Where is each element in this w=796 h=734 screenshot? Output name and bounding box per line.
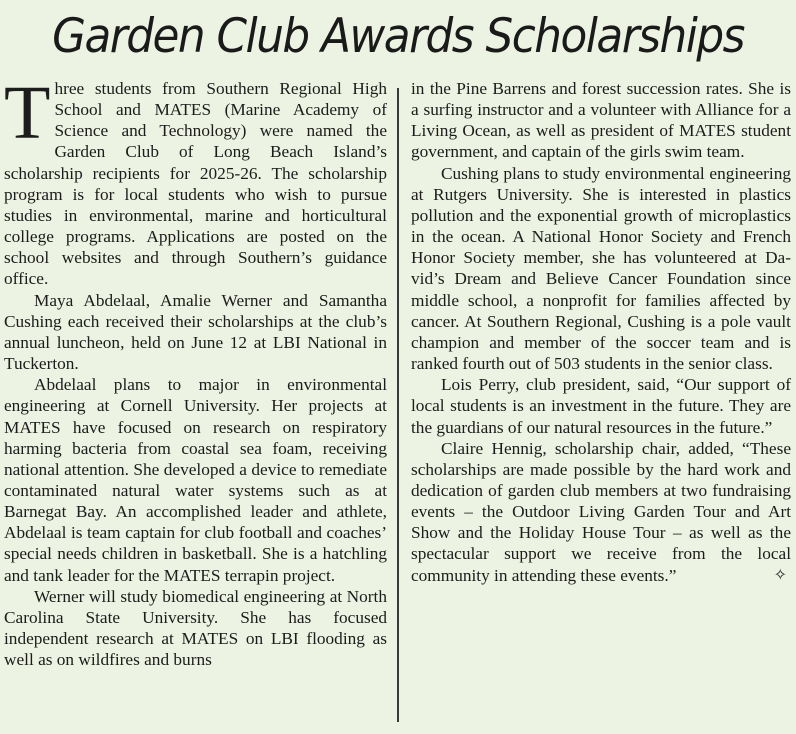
intro-text: hree students from Southern Regional High School and MATES (Marine Academy of Science and Technology) were named the Garden Club of Long Beach Island’s scholarship recipients for 2025-26. The scholarship program is for local students who wish to pursue studies in environmental, marine and horticultural college programs. Applications are posted on the school websites and through Southern’s guidance office. — [4, 79, 387, 289]
cushing-paragraph: Cushing plans to study environmental engineering at Rutgers University. She is interested in plastics pollution and the exponential growth of microplastics in the ocean. A National Honor Society and French Honor Society member, she has volunteered at David’s Dream and Believe Cancer Foundation since middle school, a nonprofit for families affected by cancer. At Southern Regional, Cushing is a pole vault champion and member of the soccer team and is ranked fourth out of 503 students in the senior class. — [411, 163, 791, 374]
abdelaal-paragraph: Abdelaal plans to major in environmental engineering at Cornell University. Her projects at MATES have focused on research on respiratory harming bacteria from coastal sea foam, receiving national attention. She developed a device to remediate contaminated natural water systems such as at Barnegat Bay. An accomplished leader and athlete, Abdelaal is team captain for club football and coaches’ special needs children in basketball. She is a hatchling and tank leader for the MATES terrapin project. — [4, 375, 387, 585]
left-column — [4, 71, 387, 670]
column-divider — [397, 88, 399, 722]
perry-quote-paragraph: Lois Perry, club president, said, “Our support of local students is an investment in the future. They are the guardians of our natural resources in the future.” — [411, 375, 791, 437]
werner-paragraph: Werner will study biomedical engineering at North Carolina State University. She has focused independent research at MATES on LBI flooding as well as on wildfires and burns — [4, 586, 387, 670]
hennig-quote-text: Claire Hennig, scholarship chair, added, “These scholarships are made possible by the hard work and dedication of garden club members at two fundraising events – the Outdoor Living Garden Tour and Art Show and the Holiday House Tour – as well as the spectacular support we receive from the local community in attending these events.” — [411, 438, 791, 585]
right-column — [411, 78, 791, 586]
end-mark-icon: ✧ — [773, 566, 787, 584]
drop-cap: T — [4, 71, 51, 155]
recipients-paragraph: Maya Abdelaal, Amalie Werner and Samantha Cushing each received their scholarships at the club’s annual luncheon, held on June 12 at LBI National in Tuckerton. — [4, 290, 387, 374]
headline: Garden Club Awards Scholarships — [52, 9, 744, 64]
werner-paragraph-continued: in the Pine Barrens and forest succession rates. She is a surfing instructor and a volunteer with Alliance for a Living Ocean, as well as president of MATES student government, and captain of the girls swim team. — [411, 79, 791, 162]
intro-paragraph — [4, 71, 387, 290]
hennig-quote-paragraph — [411, 438, 791, 586]
